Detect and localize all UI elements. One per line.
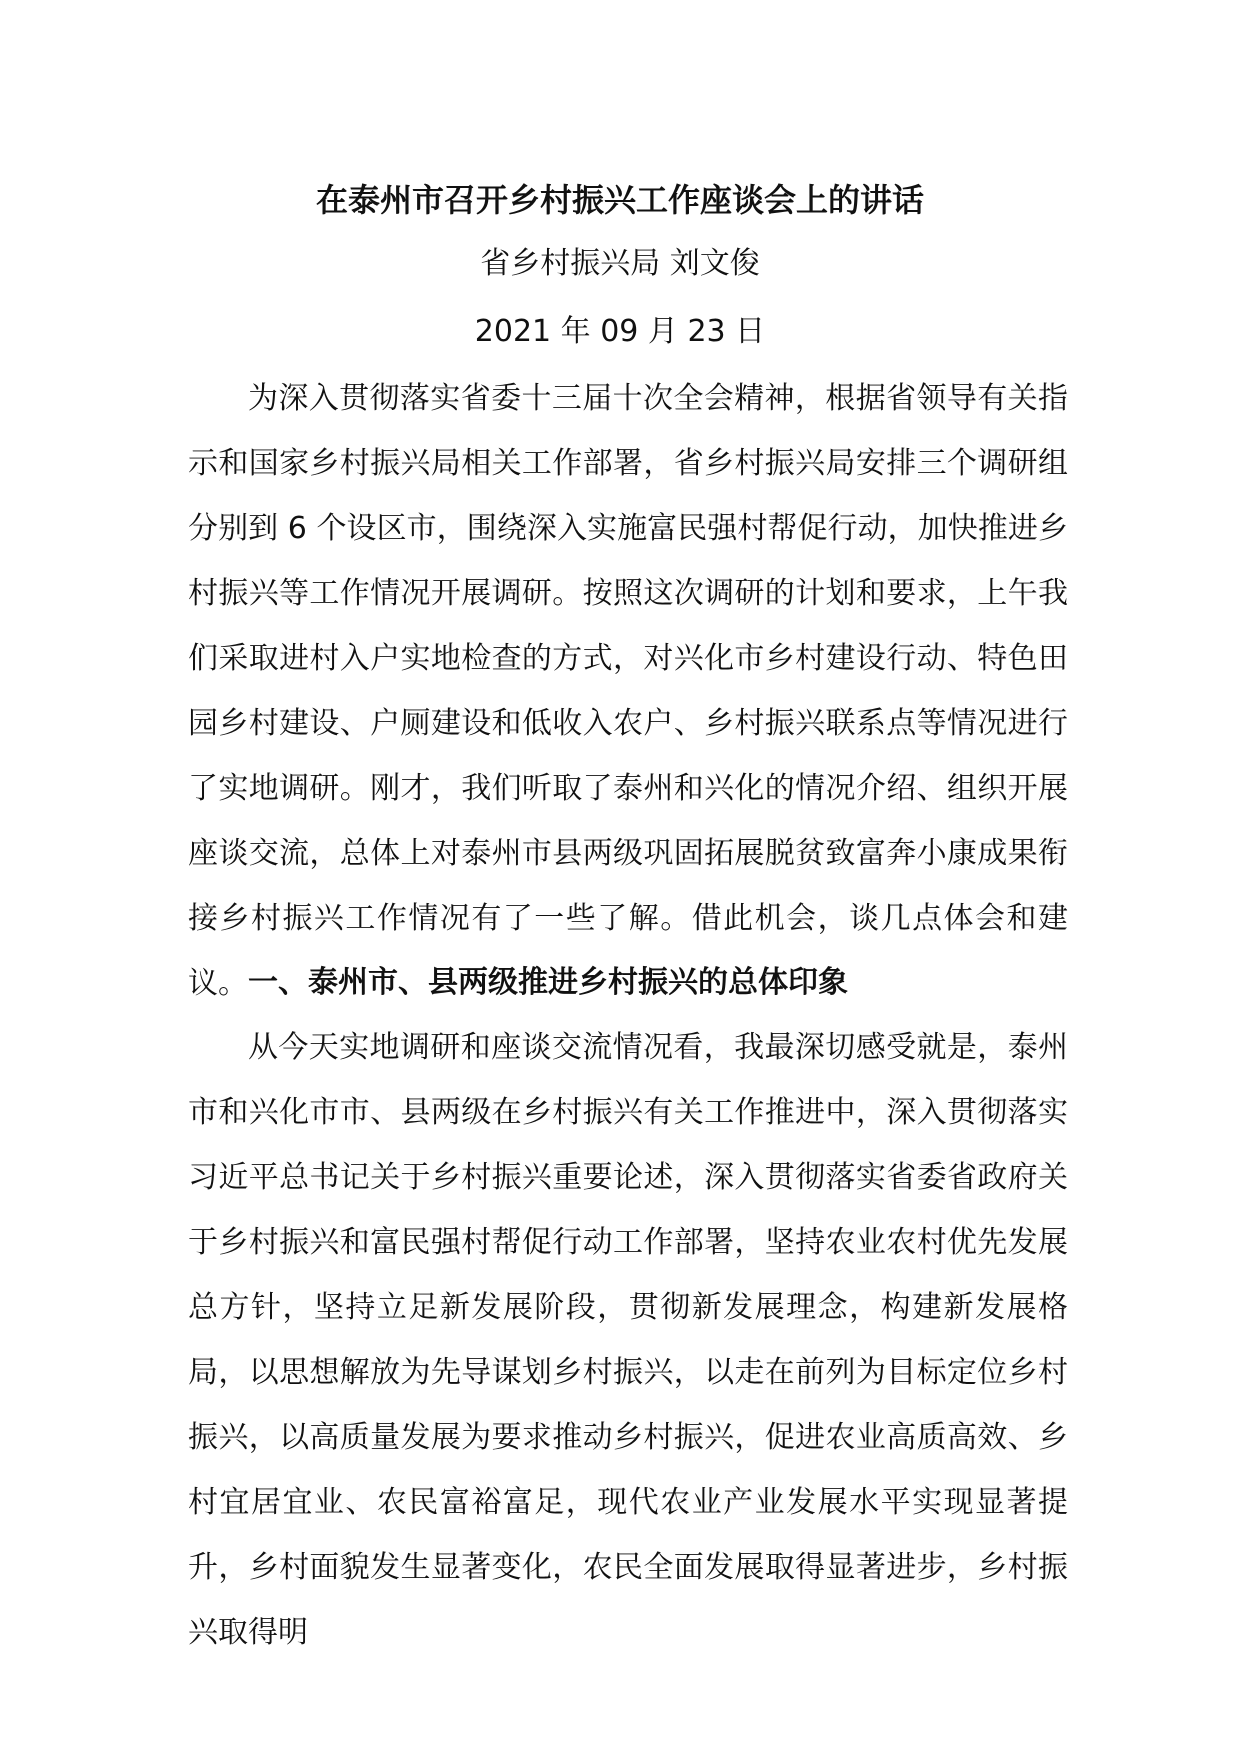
body-paragraph: [188, 1015, 1068, 1665]
paragraph-text: 从今天实地调研和座谈交流情况看，我最深切感受就是，泰州市和兴化市市、县两级在乡村振兴有关工作推进中，深入贯彻落实习近平总书记关于乡村振兴重要论述，深入贯彻落实省委省政府关于乡村振兴和富民强村帮促行动工作部署，坚持农业农村优先发展总方针，坚持立足新发展阶段，贯彻新发展理念，构建新发展格局，以思想解放为先导谋划乡村振兴，以走在前列为目标定位乡村振兴，以高质量发展为要求推动乡村振兴，促进农业高质高效、乡村宜居宜业、农民富裕富足，现代农业产业发展水平实现显著提升，乡村面貌发生显著变化，农民全面发展取得显著进步，乡村振兴取得明: [188, 1030, 1068, 1650]
body-paragraph: [188, 366, 1068, 1016]
date-line: 2021 年 09 月 23 日: [474, 314, 766, 349]
section-heading: 一、泰州市、县两级推进乡村振兴的总体印象: [248, 965, 848, 1000]
author-line: 省乡村振兴局 刘文俊: [480, 246, 760, 281]
paragraph-text: 为深入贯彻落实省委十三届十次全会精神，根据省领导有关指示和国家乡村振兴局相关工作部署，省乡村振兴局安排三个调研组分别到 6 个设区市，围绕深入实施富民强村帮促行动，加快推进乡村振兴等工作情况开展调研。按照这次调研的计划和要求，上午我们采取进村入户实地检查的方式，对兴化市乡村建设行动、特色田园乡村建设、户厕建设和低收入农户、乡村振兴联系点等情况进行了实地调研。刚才，我们听取了泰州和兴化的情况介绍、组织开展座谈交流，总体上对泰州市县两级巩固拓展脱贫致富奔小康成果衔接乡村振兴工作情况有了一些了解。借此机会，谈几点体会和建议。: [188, 381, 1068, 1001]
document-title: 在泰州市召开乡村振兴工作座谈会上的讲话: [315, 181, 924, 219]
